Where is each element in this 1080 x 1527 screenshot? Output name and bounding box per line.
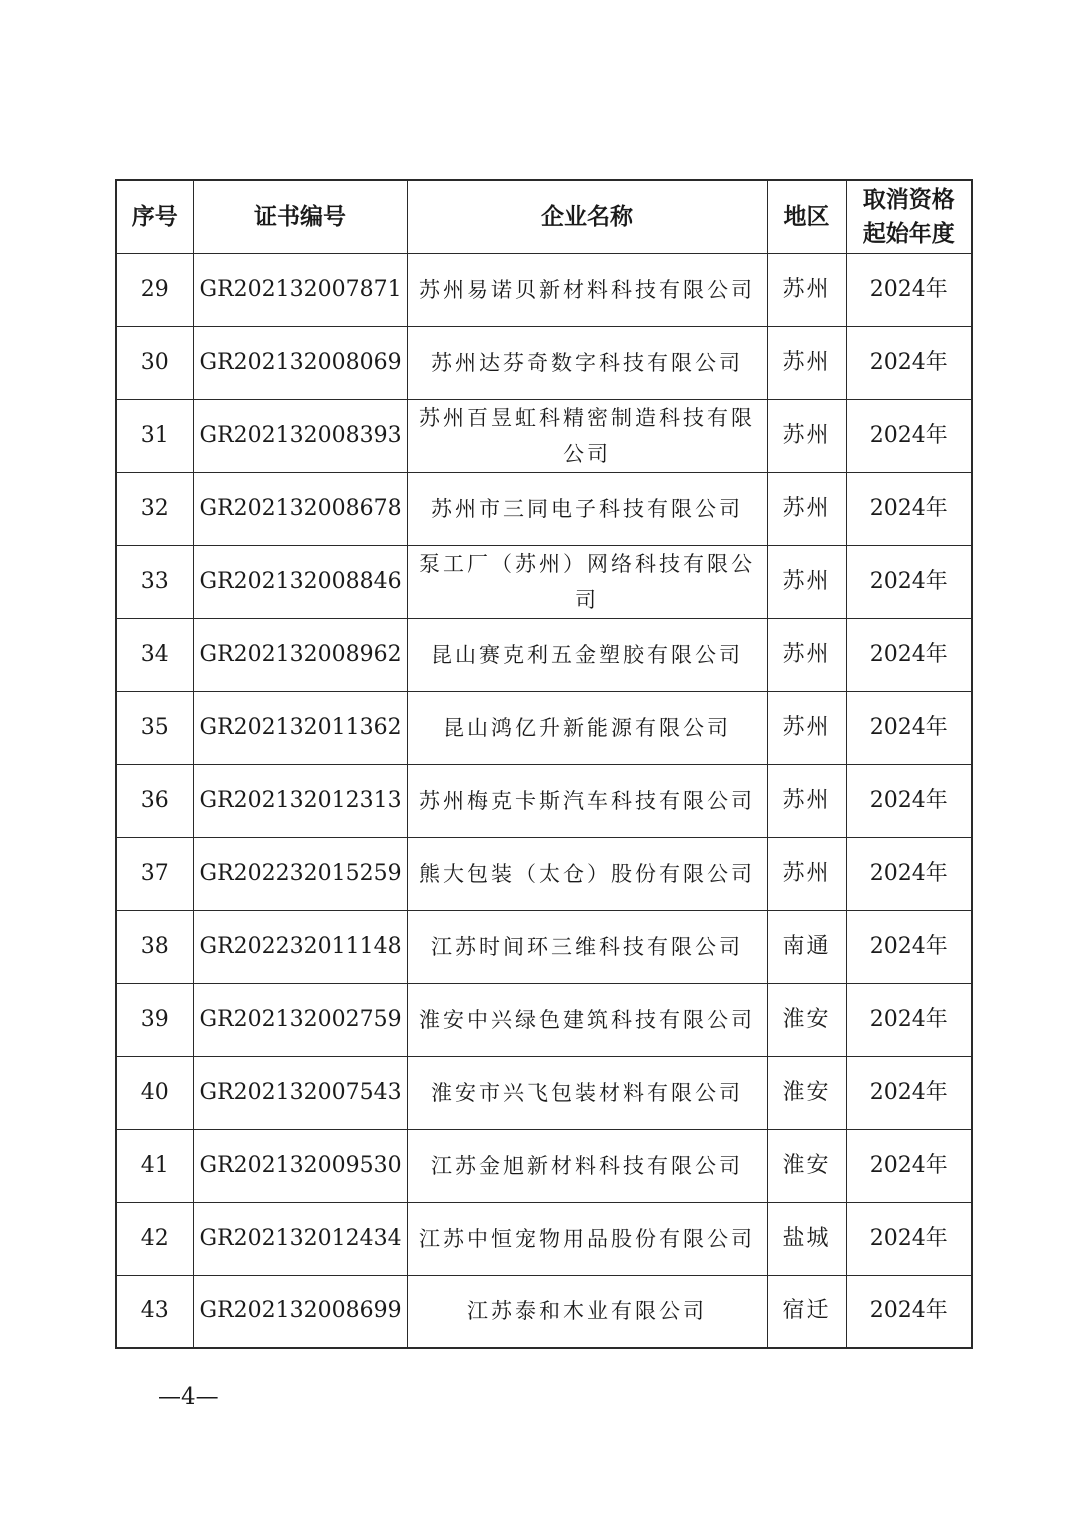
cell-cert-no: GR202132011362 [193, 691, 407, 764]
cell-year: 2024年 [846, 837, 972, 910]
cell-cert-no: GR202132012434 [193, 1202, 407, 1275]
cell-cert-no: GR202132008962 [193, 618, 407, 691]
cell-region: 淮安 [767, 1129, 846, 1202]
cell-seq: 39 [116, 983, 193, 1056]
cell-cert-no: GR202132008393 [193, 399, 407, 472]
cell-company: 昆山赛克利五金塑胶有限公司 [407, 618, 767, 691]
header-year-line1: 取消资格 [862, 186, 955, 213]
table-row [116, 253, 972, 326]
cell-region: 苏州 [767, 253, 846, 326]
cell-company: 江苏泰和木业有限公司 [407, 1275, 767, 1348]
cell-company: 江苏中恒宠物用品股份有限公司 [407, 1202, 767, 1275]
cell-year: 2024年 [846, 1056, 972, 1129]
cell-seq: 30 [116, 326, 193, 399]
header-year-line2: 起始年度 [862, 220, 955, 247]
cell-seq: 32 [116, 472, 193, 545]
cell-company: 淮安中兴绿色建筑科技有限公司 [407, 983, 767, 1056]
table-row [116, 1129, 972, 1202]
cell-cert-no: GR202132008678 [193, 472, 407, 545]
table-row [116, 472, 972, 545]
cell-cert-no: GR202132012313 [193, 764, 407, 837]
cell-company: 熊大包装（太仓）股份有限公司 [407, 837, 767, 910]
cell-region: 苏州 [767, 618, 846, 691]
cell-cert-no: GR202232011148 [193, 910, 407, 983]
table-row [116, 618, 972, 691]
page-number: —4— [158, 1384, 219, 1410]
header-region: 地区 [767, 180, 846, 253]
cell-year: 2024年 [846, 545, 972, 618]
cell-company: 淮安市兴飞包装材料有限公司 [407, 1056, 767, 1129]
cell-year: 2024年 [846, 1202, 972, 1275]
table-row [116, 764, 972, 837]
cell-region: 淮安 [767, 983, 846, 1056]
cell-seq: 40 [116, 1056, 193, 1129]
table-row [116, 837, 972, 910]
cell-seq: 36 [116, 764, 193, 837]
cell-year: 2024年 [846, 399, 972, 472]
cell-seq: 43 [116, 1275, 193, 1348]
table-row [116, 399, 972, 472]
table-body [116, 253, 972, 1348]
table-row [116, 545, 972, 618]
cell-company: 江苏时间环三维科技有限公司 [407, 910, 767, 983]
cell-company: 江苏金旭新材料科技有限公司 [407, 1129, 767, 1202]
cell-region: 苏州 [767, 399, 846, 472]
cell-region: 盐城 [767, 1202, 846, 1275]
cell-seq: 33 [116, 545, 193, 618]
header-cert-no: 证书编号 [193, 180, 407, 253]
cell-year: 2024年 [846, 1129, 972, 1202]
cell-cert-no: GR202132007543 [193, 1056, 407, 1129]
table-row [116, 326, 972, 399]
cell-region: 苏州 [767, 764, 846, 837]
cell-region: 宿迁 [767, 1275, 846, 1348]
cell-company: 昆山鸿亿升新能源有限公司 [407, 691, 767, 764]
cell-cert-no: GR202132008069 [193, 326, 407, 399]
cell-cert-no: GR202132007871 [193, 253, 407, 326]
table-row [116, 691, 972, 764]
cell-year: 2024年 [846, 472, 972, 545]
cell-company: 苏州达芬奇数字科技有限公司 [407, 326, 767, 399]
table-header-row [116, 180, 972, 253]
cell-region: 苏州 [767, 691, 846, 764]
cell-seq: 29 [116, 253, 193, 326]
cell-region: 淮安 [767, 1056, 846, 1129]
cell-company: 苏州百昱虹科精密制造科技有限公司 [407, 399, 767, 472]
cell-year: 2024年 [846, 253, 972, 326]
table-row [116, 1275, 972, 1348]
header-seq: 序号 [116, 180, 193, 253]
cell-region: 苏州 [767, 545, 846, 618]
cell-year: 2024年 [846, 1275, 972, 1348]
cell-region: 苏州 [767, 472, 846, 545]
cell-seq: 37 [116, 837, 193, 910]
cell-seq: 41 [116, 1129, 193, 1202]
cell-year: 2024年 [846, 326, 972, 399]
cell-cert-no: GR202132008846 [193, 545, 407, 618]
cell-seq: 42 [116, 1202, 193, 1275]
cell-seq: 31 [116, 399, 193, 472]
cell-year: 2024年 [846, 764, 972, 837]
cell-cert-no: GR202132002759 [193, 983, 407, 1056]
cell-cert-no: GR202232015259 [193, 837, 407, 910]
cell-year: 2024年 [846, 910, 972, 983]
cell-company: 苏州梅克卡斯汽车科技有限公司 [407, 764, 767, 837]
header-company: 企业名称 [407, 180, 767, 253]
cell-seq: 38 [116, 910, 193, 983]
table-row [116, 1202, 972, 1275]
cell-region: 南通 [767, 910, 846, 983]
cell-region: 苏州 [767, 326, 846, 399]
cell-seq: 35 [116, 691, 193, 764]
table-row [116, 1056, 972, 1129]
table-row [116, 983, 972, 1056]
cell-company: 泵工厂（苏州）网络科技有限公司 [407, 545, 767, 618]
table-row [116, 910, 972, 983]
cell-company: 苏州易诺贝新材料科技有限公司 [407, 253, 767, 326]
cell-company: 苏州市三同电子科技有限公司 [407, 472, 767, 545]
header-year [846, 180, 972, 253]
certificate-revocation-table [115, 179, 973, 1349]
cell-year: 2024年 [846, 983, 972, 1056]
cell-cert-no: GR202132009530 [193, 1129, 407, 1202]
cell-cert-no: GR202132008699 [193, 1275, 407, 1348]
cell-seq: 34 [116, 618, 193, 691]
cell-year: 2024年 [846, 618, 972, 691]
cell-region: 苏州 [767, 837, 846, 910]
cell-year: 2024年 [846, 691, 972, 764]
